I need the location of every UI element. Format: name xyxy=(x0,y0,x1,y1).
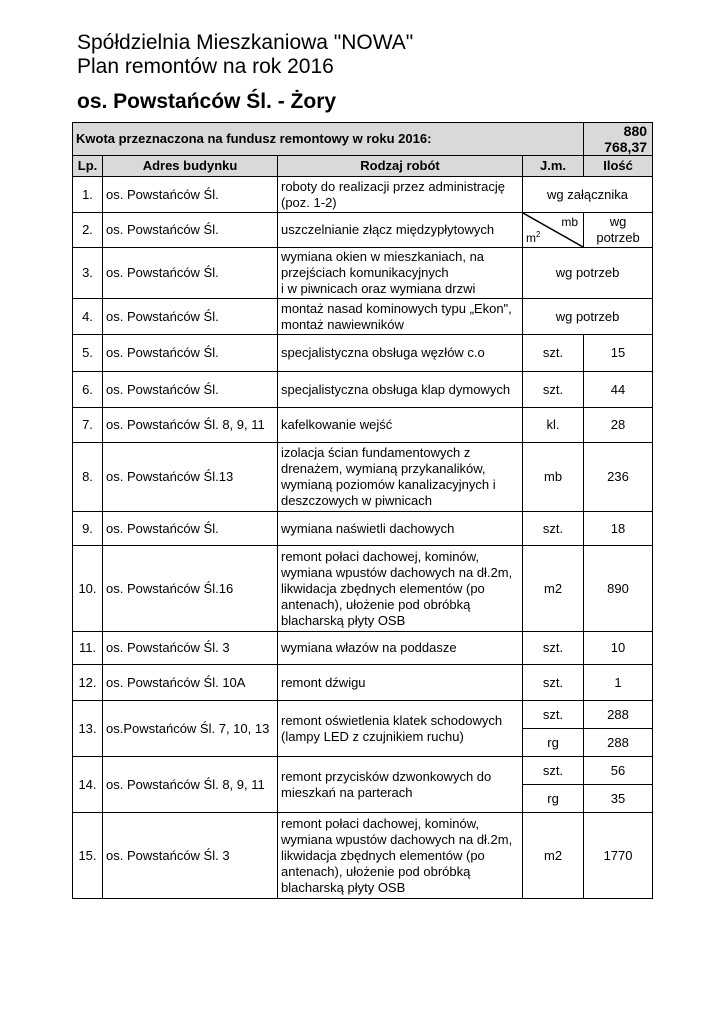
row-qty: wg potrzeb xyxy=(584,213,653,248)
row-unit: kl. xyxy=(523,408,584,443)
table-row xyxy=(73,335,653,372)
row-address: os. Powstańców Śl. xyxy=(103,177,278,213)
fund-label: Kwota przeznaczona na fundusz remontowy w roku 2016: xyxy=(73,123,584,156)
col-qty: Ilość xyxy=(584,156,653,177)
row-lp: 1. xyxy=(73,177,103,213)
row-qty: 44 xyxy=(584,372,653,408)
row-work: izolacja ścian fundamentowych z drenażem, wymianą przykanalików, wymianą poziomów kanalizacyjnych i deszczowych w piwnicach xyxy=(278,443,523,512)
row-qty: 10 xyxy=(584,632,653,665)
table-row xyxy=(73,757,653,785)
row-address: os.Powstańców Śl. 7, 10, 13 xyxy=(103,701,278,757)
row-qty: 35 xyxy=(584,785,653,813)
row-qty: 288 xyxy=(584,729,653,757)
row-address: os. Powstańców Śl. xyxy=(103,512,278,546)
col-work: Rodzaj robót xyxy=(278,156,523,177)
row-unit: m2 xyxy=(523,813,584,899)
row-lp: 13. xyxy=(73,701,103,757)
row-qty: 288 xyxy=(584,701,653,729)
col-address: Adres budynku xyxy=(103,156,278,177)
row-lp: 15. xyxy=(73,813,103,899)
row-lp: 11. xyxy=(73,632,103,665)
table-row xyxy=(73,813,653,899)
row-lp: 9. xyxy=(73,512,103,546)
row-qty: 1770 xyxy=(584,813,653,899)
table-row xyxy=(73,701,653,729)
fund-amount: 880 768,37 xyxy=(584,123,653,156)
table-row xyxy=(73,665,653,701)
row-work: remont przycisków dzwonkowych do mieszkań na parterach xyxy=(278,757,523,813)
row-work: montaż nasad kominowych typu „Ekon", montaż nawiewników xyxy=(278,299,523,335)
row-address: os. Powstańców Śl. xyxy=(103,248,278,299)
row-lp: 12. xyxy=(73,665,103,701)
row-lp: 8. xyxy=(73,443,103,512)
row-qty: 890 xyxy=(584,546,653,632)
table-row xyxy=(73,632,653,665)
row-unit: rg xyxy=(523,729,584,757)
row-unit: szt. xyxy=(523,632,584,665)
row-unit: rg xyxy=(523,785,584,813)
row-lp: 6. xyxy=(73,372,103,408)
row-qty: 236 xyxy=(584,443,653,512)
row-address: os. Powstańców Śl.13 xyxy=(103,443,278,512)
table-row xyxy=(73,248,653,299)
organization-name: Spółdzielnia Mieszkaniowa "NOWA" xyxy=(77,31,414,54)
row-work: remont połaci dachowej, kominów, wymiana wpustów dachowych na dł.2m, likwidacja zbędnych elementów (po antenach), ułożenie pod obróbką blacharską płyty OSB xyxy=(278,813,523,899)
table-row xyxy=(73,213,653,248)
row-lp: 14. xyxy=(73,757,103,813)
row-unit: szt. xyxy=(523,757,584,785)
row-unit-qty: wg załącznika xyxy=(523,177,653,213)
row-unit: mb xyxy=(523,443,584,512)
estate-title: os. Powstańców Śl. - Żory xyxy=(77,90,337,113)
row-address: os. Powstańców Śl. 3 xyxy=(103,632,278,665)
fund-row xyxy=(73,123,653,156)
row-unit-qty: wg potrzeb xyxy=(523,299,653,335)
row-qty: 28 xyxy=(584,408,653,443)
row-qty: 1 xyxy=(584,665,653,701)
table-row xyxy=(73,512,653,546)
unit-mb: mb xyxy=(561,215,579,229)
header-row xyxy=(73,156,653,177)
row-address: os. Powstańców Śl. 8, 9, 11 xyxy=(103,408,278,443)
table-row xyxy=(73,177,653,213)
row-lp: 2. xyxy=(73,213,103,248)
row-address: os. Powstańców Śl. 8, 9, 11 xyxy=(103,757,278,813)
row-work: wymiana naświetli dachowych xyxy=(278,512,523,546)
row-address: os. Powstańców Śl. xyxy=(103,372,278,408)
row-work: uszczelnianie złącz międzypłytowych xyxy=(278,213,523,248)
row-qty: 15 xyxy=(584,335,653,372)
row-qty: 18 xyxy=(584,512,653,546)
row-unit: m2 xyxy=(523,546,584,632)
row-address: os. Powstańców Śl. xyxy=(103,213,278,248)
renovation-plan-table xyxy=(72,122,653,899)
row-unit: szt. xyxy=(523,335,584,372)
plan-title: Plan remontów na rok 2016 xyxy=(77,55,334,78)
row-work: wymiana okien w mieszkaniach, na przejściach komunikacyjnych i w piwnicach oraz wymiana drzwi xyxy=(278,248,523,299)
row-work: specjalistyczna obsługa węzłów c.o xyxy=(278,335,523,372)
row-address: os. Powstańców Śl. 3 xyxy=(103,813,278,899)
row-unit: szt. xyxy=(523,701,584,729)
table-row xyxy=(73,546,653,632)
row-unit-qty: wg potrzeb xyxy=(523,248,653,299)
row-address: os. Powstańców Śl. 10A xyxy=(103,665,278,701)
unit-m2: $m^2$ xyxy=(526,230,541,245)
row-address: os. Powstańców Śl. xyxy=(103,299,278,335)
table-row xyxy=(73,299,653,335)
row-work: remont oświetlenia klatek schodowych (lampy LED z czujnikiem ruchu) xyxy=(278,701,523,757)
row-unit: szt. xyxy=(523,372,584,408)
row-work: remont połaci dachowej, kominów, wymiana wpustów dachowych na dł.2m, likwidacja zbędnych elementów (po antenach), ułożenie pod obróbką blacharską płyty OSB xyxy=(278,546,523,632)
row-work: remont dźwigu xyxy=(278,665,523,701)
row-work: kafelkowanie wejść xyxy=(278,408,523,443)
row-work: wymiana włazów na poddasze xyxy=(278,632,523,665)
row-lp: 3. xyxy=(73,248,103,299)
row-lp: 7. xyxy=(73,408,103,443)
row-lp: 5. xyxy=(73,335,103,372)
row-address: os. Powstańców Śl. xyxy=(103,335,278,372)
col-lp: Lp. xyxy=(73,156,103,177)
row-qty: 56 xyxy=(584,757,653,785)
row-unit: szt. xyxy=(523,665,584,701)
row-lp: 10. xyxy=(73,546,103,632)
table-row xyxy=(73,408,653,443)
col-unit: J.m. xyxy=(523,156,584,177)
row-unit-diagonal xyxy=(523,213,584,248)
row-address: os. Powstańców Śl.16 xyxy=(103,546,278,632)
row-work: roboty do realizacji przez administrację (poz. 1-2) xyxy=(278,177,523,213)
row-lp: 4. xyxy=(73,299,103,335)
table-row xyxy=(73,443,653,512)
table-row xyxy=(73,372,653,408)
row-work: specjalistyczna obsługa klap dymowych xyxy=(278,372,523,408)
row-unit: szt. xyxy=(523,512,584,546)
